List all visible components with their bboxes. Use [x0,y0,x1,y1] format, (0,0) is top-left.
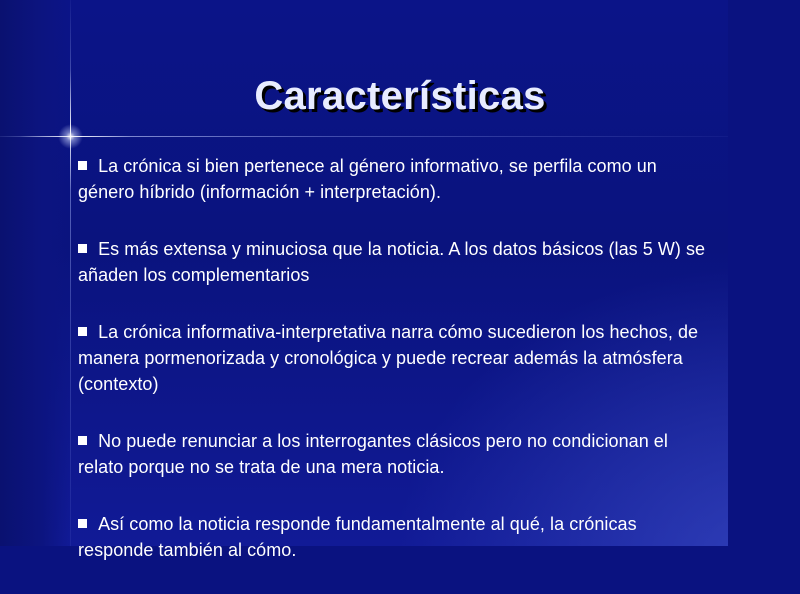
bullet-item [78,153,710,205]
bullet-text: Así como la noticia responde fundamentalmente al qué, la crónicas responde también al cómo. [78,514,637,560]
bullet-item [78,236,710,288]
bullet-text: No puede renunciar a los interrogantes clásicos pero no condicionan el relato porque no se trata de una mera noticia. [78,431,668,477]
square-bullet-icon [78,519,87,528]
bullet-text: Es más extensa y minuciosa que la noticia. A los datos básicos (las 5 W) se añaden los complementarios [78,239,706,285]
slide-title: Características [254,74,546,118]
sparkle-ray-horizontal [20,136,130,137]
bullet-text: La crónica informativa-interpretativa narra cómo sucedieron los hechos, de manera pormenorizada y cronológica y puede recrear además la atmósfera (contexto) [78,322,699,394]
bullet-text: La crónica si bien pertenece al género informativo, se perfila como un género híbrido (información + interpretación). [78,156,657,202]
bullet-list [78,153,710,594]
bullet-item [78,511,710,563]
square-bullet-icon [78,161,87,170]
bullet-item [78,428,710,480]
bullet-item [78,319,710,397]
square-bullet-icon [78,436,87,445]
square-bullet-icon [78,327,87,336]
square-bullet-icon [78,244,87,253]
